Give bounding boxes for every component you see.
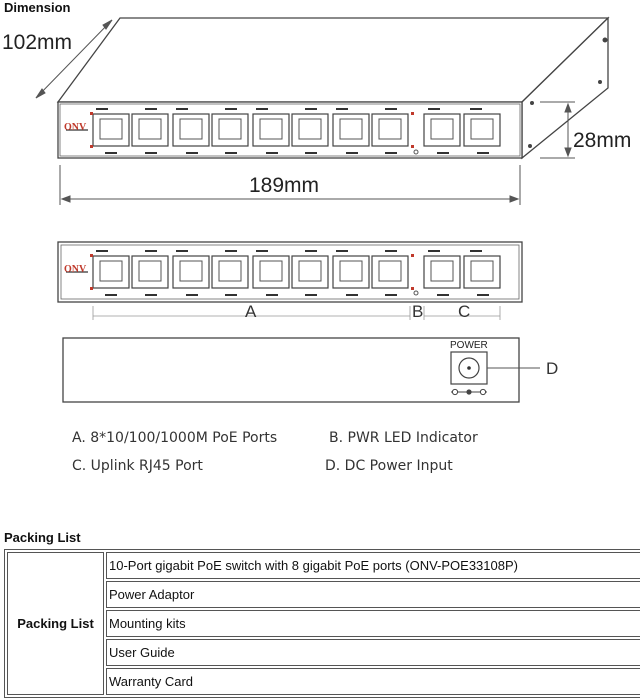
brand-logo-front: ONV	[64, 264, 87, 275]
packing-item: 10-Port gigabit PoE switch with 8 gigabit PoE ports (ONV-POE33108P)	[106, 552, 640, 579]
legend-c: C. Uplink RJ45 Port	[72, 458, 203, 474]
power-callout-label: D	[546, 359, 559, 378]
packing-item: Mounting kits	[106, 610, 640, 637]
packing-list-table	[4, 549, 640, 698]
port-group-c-label: C	[458, 302, 471, 321]
port-group-b-label: B	[412, 302, 424, 321]
packing-item: User Guide	[106, 639, 640, 666]
packing-list-title: Packing List	[4, 530, 81, 545]
dimension-title: Dimension	[4, 0, 71, 15]
legend-d: D. DC Power Input	[325, 458, 453, 474]
table-row	[7, 552, 640, 579]
brand-logo-iso: ONV	[64, 122, 87, 133]
height-label: 28mm	[573, 129, 632, 152]
legend-b: B. PWR LED Indicator	[329, 430, 478, 446]
depth-label: 102mm	[2, 31, 73, 54]
legend-a: A. 8*10/100/1000M PoE Ports	[72, 430, 278, 446]
width-label: 189mm	[249, 174, 320, 197]
power-caption: POWER	[450, 340, 488, 351]
packing-item: Power Adaptor	[106, 581, 640, 608]
packing-list-row-header: Packing List	[7, 552, 104, 695]
packing-item: Warranty Card	[106, 668, 640, 695]
group-bracket-lines	[93, 306, 500, 320]
port-group-a-label: A	[245, 302, 257, 321]
